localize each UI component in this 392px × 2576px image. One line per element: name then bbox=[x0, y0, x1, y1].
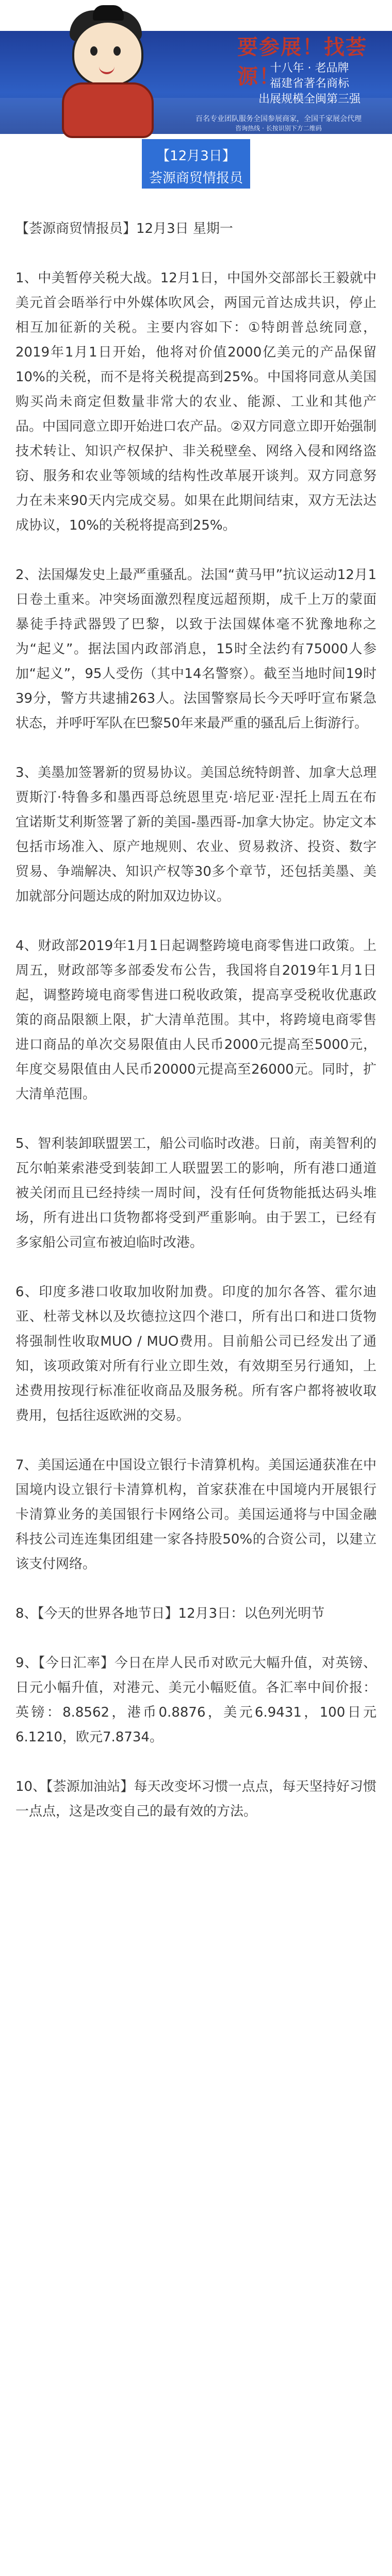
news-item-7: 7、美国运通在中国设立银行卡清算机构。美国运通获准在中国境内设立银行卡清算机构，首家获准在中国境内开展银行卡清算业务的美国银行卡网络公司。美国运通将与中国金融科技公司连连集团组建一家各持股50%的合资公司，以建立该支付网络。 bbox=[15, 1458, 377, 1572]
news-item-1: 1、中美暂停关税大战。12月1日，中国外交部部长王毅就中美元首会晤举行中外媒体吹风会，两国元首达成共识，停止相互加征新的关税。主要内容如下：①特朗普总统同意，2019年1月1日开始，他将对价值2000亿美元的产品保留10%的关税，而不是将关税提高到25%。中国将同意从美国购买尚未商定但数量非常大的农业、能源、工业和其他产品。中国同意立即开始进口农产品。②双方同意立即开始强制技术转让、知识产权保护、非关税壁垒、网络入侵和网络盗窃、服务和农业等领域的结构性改革展开谈判。双方同意努力在未来90天内完成交易。如果在此期间结束，双方无法达成协议，10%的关税将提高到25%。 bbox=[15, 270, 377, 533]
mascot-body bbox=[62, 82, 154, 138]
banner-line: 十八年 · 老品牌 bbox=[270, 62, 349, 75]
banner-line: 出展规模全闽第三强 bbox=[258, 93, 361, 106]
header-banner bbox=[0, 0, 392, 139]
banner-subtitle: 百名专业团队服务全国参展商家，全国千家展会代理 bbox=[195, 115, 362, 123]
news-item-4: 4、财政部2019年1月1日起调整跨境电商零售进口政策。上周五，财政部等多部委发布公告，我国将自2019年1月1日起，调整跨境电商零售进口税收政策，提高享受税收优惠政策的商品限额上限，扩大清单范围。其中，将跨境电商零售进口商品的单次交易限值由人民币2000元提高至5000元，年度交易限值由人民币20000元提高至26000元。同时，扩大清单范围。 bbox=[15, 938, 377, 1102]
date-badge-title: 荟源商贸情报员 bbox=[149, 171, 243, 186]
news-item-6: 6、印度多港口收取加收附加费。印度的加尔各答、霍尔迪亚、杜蒂戈林以及坎德拉这四个港口，所有出口和进口货物将强制性收取MUO / MUO费用。目前船公司已经发出了通知，该项政策对所有行业立即生效，有效期至另行通知，上述费用按现行标准征收商品及服务税。所有客户都将被收取费用，包括往返欧洲的交易。 bbox=[15, 1284, 377, 1423]
news-item-10: 10、【荟源加油站】每天改变坏习惯一点点，每天坚持好习惯一点点，这是改变自己的最有效的方法。 bbox=[15, 1779, 377, 1819]
mascot-eye-right bbox=[113, 46, 121, 56]
mascot-illustration bbox=[41, 5, 170, 137]
date-badge-date: 【12月3日】 bbox=[156, 148, 236, 164]
news-item-5: 5、智利装卸联盟罢工，船公司临时改港。日前，南美智利的瓦尔帕莱索港受到装卸工人联盟罢工的影响，所有港口通道被关闭而且已经持续一周时间，没有任何货物能抵达码头堆场，所有进出口货物都将受到严重影响。由于罢工，已经有多家船公司宣布被迫临时改港。 bbox=[15, 1136, 377, 1250]
news-item-9: 9、【今日汇率】今日在岸人民币对欧元大幅升值，对英镑、日元小幅升值，对港元、美元小幅贬值。各汇率中间价报：英镑：8.8562，港币0.8876，美元6.9431，100日元6.1210，欧元7.8734。 bbox=[15, 1655, 377, 1745]
mascot-eye-left bbox=[90, 46, 97, 56]
news-item-8: 8、【今天的世界各地节日】12月3日：以色列光明节 bbox=[15, 1606, 325, 1621]
news-item-2: 2、法国爆发史上最严重骚乱。法国“黄马甲”抗议运动12月1日卷土重来。冲突场面激烈程度远超预期，成千上万的蒙面暴徒手持武器毁了巴黎，以致于法国媒体毫不犹豫地称之为“起义”。据法国内政部消息，15时全法约有75000人参加“起义”，95人受伤（其中14名警察）。截至当地时间19时39分，警方共逮捕263人。法国警察局长今天呼吁宣布紧急状态，并呼吁军队在巴黎50年来最严重的骚乱后上街游行。 bbox=[15, 567, 377, 731]
news-item-3: 3、美墨加签署新的贸易协议。美国总统特朗普、加拿大总理贾斯汀·特鲁多和墨西哥总统恩里克·培尼亚·涅托上周五在布宜诺斯艾利斯签署了新的美国-墨西哥-加拿大协定。协定文本包括市场准入、原产地规则、农业、贸易救济、投资、数字贸易、争端解决、知识产权等30多个章节，还包括美墨、美加就部分问题达成的附加双边协议。 bbox=[15, 765, 377, 904]
banner-lines bbox=[242, 61, 377, 107]
banner-line: 福建省著名商标 bbox=[269, 77, 349, 90]
article-body bbox=[15, 216, 377, 1849]
date-badge bbox=[142, 139, 250, 189]
banner-contact: 咨询热线 · 长按识别下方二维码 bbox=[235, 125, 322, 132]
banner-slogan: 要参展！找荟源！ bbox=[237, 36, 367, 89]
article-intro: 【荟源商贸情报员】12月3日 星期一 bbox=[15, 221, 233, 236]
mascot-hat bbox=[93, 5, 124, 21]
mascot-face bbox=[72, 21, 143, 87]
